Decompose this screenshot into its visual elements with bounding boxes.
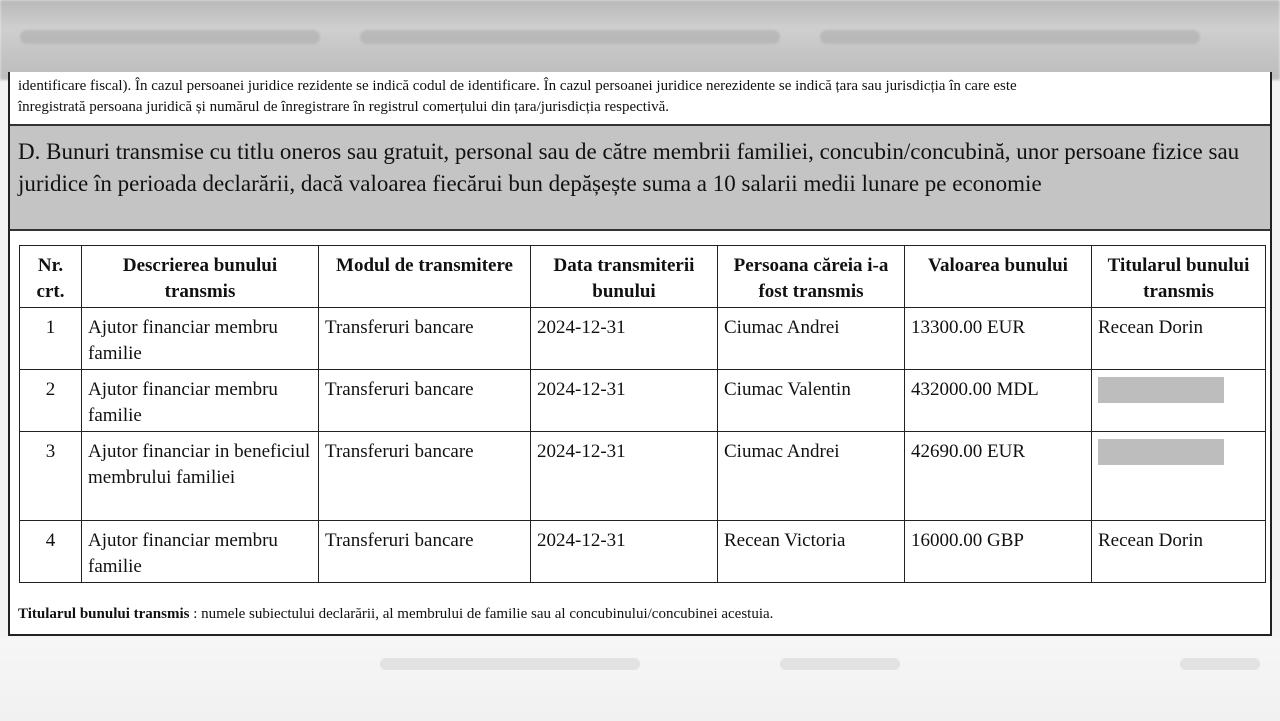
transferred-assets-table (19, 245, 1266, 583)
cell-description: Ajutor financiar membru familie (82, 520, 319, 582)
column-header: Data transmiterii bunului (531, 246, 718, 308)
table-row (20, 520, 1266, 582)
cell-mode: Transferuri bancare (319, 520, 531, 582)
section-d-header (10, 124, 1270, 231)
column-header: Modul de transmitere (319, 246, 531, 308)
cell-description: Ajutor financiar membru familie (82, 308, 319, 370)
cell-nr: 2 (20, 370, 82, 432)
cell-holder (1092, 432, 1266, 520)
cell-holder: Recean Dorin (1092, 520, 1266, 582)
blurred-text (380, 658, 640, 670)
cell-nr: 4 (20, 520, 82, 582)
table-row (20, 308, 1266, 370)
column-header: Nr. crt. (20, 246, 82, 308)
blurred-text (360, 30, 780, 44)
section-title: D. Bunuri transmise cu titlu oneros sau gratuit, personal sau de către membrii familiei, concubin/concubină, unor persoane fizice sau juridice în perioada declarării, dacă valoarea fiecărui bun depășește suma a 10 salarii medii lunare pe economie (18, 139, 1240, 196)
cell-holder: Recean Dorin (1092, 308, 1266, 370)
cell-nr: 1 (20, 308, 82, 370)
cell-recipient: Ciumac Andrei (718, 432, 905, 520)
previous-text-line: identificare fiscal). În cazul persoanei juridice rezidente se indică codul de identificare. În cazul persoanei juridice nerezidente se indică țara sau jurisdicția în care este (18, 78, 1017, 94)
cell-mode: Transferuri bancare (319, 308, 531, 370)
cell-holder (1092, 370, 1266, 432)
column-header: Valoarea bunului (905, 246, 1092, 308)
cell-value: 16000.00 GBP (905, 520, 1092, 582)
blurred-text (20, 30, 320, 44)
cell-recipient: Recean Victoria (718, 520, 905, 582)
cell-value: 432000.00 MDL (905, 370, 1092, 432)
cell-mode: Transferuri bancare (319, 370, 531, 432)
cell-date: 2024-12-31 (531, 432, 718, 520)
column-header: Descrierea bunului transmis (82, 246, 319, 308)
cell-mode: Transferuri bancare (319, 432, 531, 520)
redaction-block (1098, 439, 1224, 465)
column-header: Persoana căreia i-a fost transmis (718, 246, 905, 308)
blurred-text (820, 30, 1200, 44)
cell-value: 42690.00 EUR (905, 432, 1092, 520)
previous-section-text (18, 76, 1258, 118)
table-row (20, 370, 1266, 432)
cell-nr: 3 (20, 432, 82, 520)
cell-description: Ajutor financiar in beneficiul membrului familiei (82, 432, 319, 520)
table-header-row (20, 246, 1266, 308)
cell-date: 2024-12-31 (531, 308, 718, 370)
cell-value: 13300.00 EUR (905, 308, 1092, 370)
table-row (20, 432, 1266, 520)
cell-recipient: Ciumac Andrei (718, 308, 905, 370)
footnote-term: Titularul bunului transmis (18, 606, 190, 622)
footnote (18, 604, 773, 624)
cell-date: 2024-12-31 (531, 370, 718, 432)
cell-description: Ajutor financiar membru familie (82, 370, 319, 432)
declaration-document (8, 72, 1272, 636)
previous-text-line: înregistrată persoana juridică și numărul de înregistrare în registrul comerțului din țara/jurisdicția respectivă. (18, 99, 670, 115)
column-header: Titularul bunului transmis (1092, 246, 1266, 308)
blurred-text (780, 658, 900, 670)
cell-recipient: Ciumac Valentin (718, 370, 905, 432)
cell-date: 2024-12-31 (531, 520, 718, 582)
blurred-top-overlay (0, 0, 1280, 80)
blurred-text (1180, 658, 1260, 670)
blurred-bottom-overlay (0, 638, 1280, 721)
redaction-block (1098, 377, 1224, 403)
footnote-definition: : numele subiectului declarării, al membrului de familie sau al concubinului/concubinei acestuia. (189, 606, 774, 622)
